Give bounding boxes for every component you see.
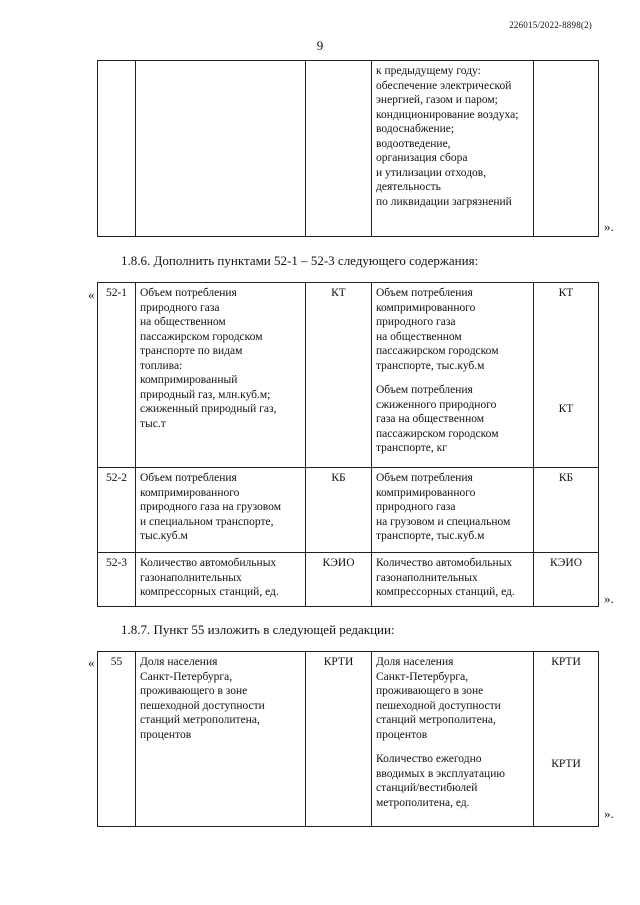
indicator-code-cell xyxy=(534,652,599,827)
table-row xyxy=(98,652,599,827)
num-cell xyxy=(98,61,136,237)
goal-code: КЭИО xyxy=(306,553,372,607)
document-id: 226015/2022-8898(2) xyxy=(509,20,592,30)
goal-text: Доля населения Санкт-Петербурга, проживающего в зоне пешеходной доступности станций метрополитена, процентов xyxy=(136,652,306,827)
closing-quote: ». xyxy=(604,219,614,234)
table-row xyxy=(98,553,599,607)
closing-quote: ». xyxy=(604,591,614,606)
goal-text: Объем потребления компримированного природного газа на грузовом и специальном транспорте, тыс.куб.м xyxy=(136,468,306,553)
indicator-code: КРТИ xyxy=(551,757,581,770)
table-row xyxy=(98,283,599,468)
goal-cell xyxy=(136,61,306,237)
indicator-code: КТ xyxy=(558,402,574,415)
indicator-text: Объем потребления сжиженного природного газа на общественном пассажирском городском транспорте, кг xyxy=(376,384,499,454)
row-number: 55 xyxy=(98,652,136,827)
indicator-code: КТ xyxy=(558,287,574,299)
table-row xyxy=(98,468,599,553)
indicator-cell xyxy=(372,652,534,827)
indicator-code-cell xyxy=(534,61,599,237)
row-number: 52-3 xyxy=(98,553,136,607)
row-number: 52-1 xyxy=(98,283,136,468)
indicator-cell: к предыдущему году: обеспечение электрической энергией, газом и паром; кондиционирование воздуха; водоснабжение; водоотведение, организация сбора и утилизации отходов, деятельность по ликвидации загрязнений xyxy=(372,61,534,237)
goal-code: КТ xyxy=(306,283,372,468)
goal-text: Количество автомобильных газонаполнительных компрессорных станций, ед. xyxy=(136,553,306,607)
indicator-code: КРТИ xyxy=(551,656,581,668)
goal-code: КБ xyxy=(306,468,372,553)
indicator-code: КБ xyxy=(534,468,599,553)
goal-code: КРТИ xyxy=(306,652,372,827)
paragraph-1-8-6: 1.8.6. Дополнить пунктами 52-1 – 52-3 следующего содержания: xyxy=(121,253,479,268)
paragraph-1-8-7: 1.8.7. Пункт 55 изложить в следующей редакции: xyxy=(121,622,395,637)
indicator-code-cell xyxy=(534,283,599,468)
closing-quote: ». xyxy=(604,806,614,821)
goal-text: Объем потребления природного газа на общественном пассажирском городском транспорте по видам топлива: компримированный природный газ, млн.куб.м; сжиженный природный газ, тыс.т xyxy=(136,283,306,468)
points-52-table xyxy=(97,282,599,607)
indicator-text: Доля населения Санкт-Петербурга, проживающего в зоне пешеходной доступности станций метрополитена, процентов xyxy=(376,656,501,741)
indicator-text: Объем потребления компримированного природного газа на грузовом и специальном транспорте, тыс.куб.м xyxy=(372,468,534,553)
indicator-code: КЭИО xyxy=(534,553,599,607)
page-number: 9 xyxy=(316,38,324,53)
opening-quote: « xyxy=(88,287,95,302)
continuation-table xyxy=(97,60,599,237)
row-number: 52-2 xyxy=(98,468,136,553)
point-55-table xyxy=(97,651,599,827)
opening-quote: « xyxy=(88,655,95,670)
indicator-text: Объем потребления компримированного природного газа на общественном пассажирском городском транспорте, тыс.куб.м xyxy=(376,287,499,372)
goal-code-cell xyxy=(306,61,372,237)
indicator-cell xyxy=(372,283,534,468)
indicator-text: Количество автомобильных газонаполнительных компрессорных станций, ед. xyxy=(372,553,534,607)
indicator-text: Количество ежегодно вводимых в эксплуатацию станций/вестибюлей метрополитена, ед. xyxy=(376,753,505,809)
